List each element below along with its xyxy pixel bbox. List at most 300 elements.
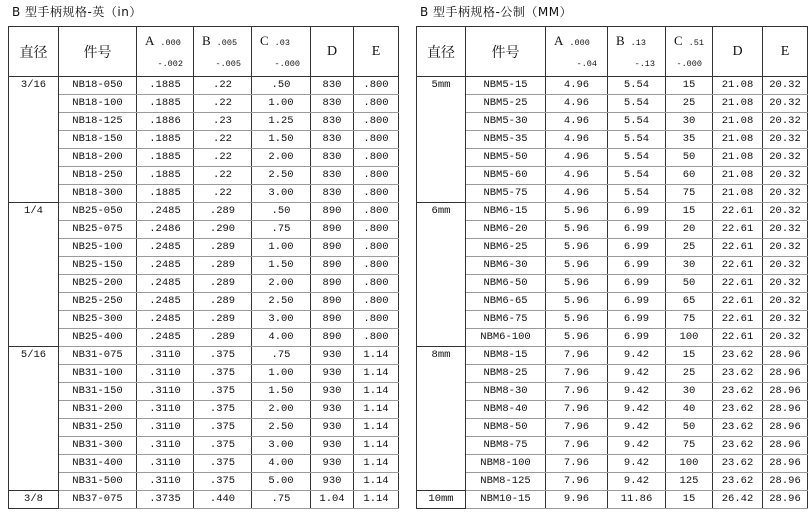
col-b-cell: 5.54 [608, 149, 666, 167]
part-number-cell: NB18-050 [59, 77, 137, 95]
col-c-cell: 75 [666, 437, 713, 455]
col-e-cell: 28.96 [763, 347, 808, 365]
diameter-cell: 3/16 [9, 77, 59, 203]
col-d-cell: 930 [311, 401, 354, 419]
col-a-upper-tolerance: .000 [569, 38, 590, 48]
col-a-cell: 7.96 [546, 455, 608, 473]
col-c-cell: 20 [666, 221, 713, 239]
col-e-cell: 1.14 [354, 401, 399, 419]
col-e-cell: .800 [354, 113, 399, 131]
col-c-cell: .50 [252, 77, 311, 95]
part-number-cell: NB25-150 [59, 257, 137, 275]
part-number-cell: NB18-150 [59, 131, 137, 149]
col-b-cell: 9.42 [608, 419, 666, 437]
col-b-cell: 9.42 [608, 437, 666, 455]
col-a-cell: .3735 [137, 491, 194, 509]
col-c-cell: 75 [666, 185, 713, 203]
part-number-cell: NBM6-75 [466, 311, 546, 329]
part-number-cell: NB18-200 [59, 149, 137, 167]
col-a-cell: .2485 [137, 239, 194, 257]
part-number-header: 件号 [466, 27, 546, 77]
col-b-cell: .22 [194, 149, 252, 167]
col-b-cell: .22 [194, 95, 252, 113]
col-c-cell: 40 [666, 401, 713, 419]
col-b-cell: .375 [194, 437, 252, 455]
col-d-cell: 21.08 [713, 167, 763, 185]
col-b-cell: .22 [194, 77, 252, 95]
col-e-cell: 28.96 [763, 473, 808, 491]
col-a-cell: .1885 [137, 185, 194, 203]
col-c-cell: 1.50 [252, 383, 311, 401]
col-b-cell: .375 [194, 419, 252, 437]
table-row [417, 185, 808, 203]
col-a-upper-tolerance: .000 [160, 38, 181, 48]
col-d-cell: 21.08 [713, 131, 763, 149]
col-b-cell: .375 [194, 473, 252, 491]
col-a-label: A [145, 33, 155, 48]
col-d-cell: 26.42 [713, 491, 763, 509]
col-d-cell: 930 [311, 383, 354, 401]
part-number-cell: NBM10-15 [466, 491, 546, 509]
col-e-cell: .800 [354, 95, 399, 113]
col-d-cell: 830 [311, 167, 354, 185]
col-e-cell: .800 [354, 257, 399, 275]
col-b-cell: 5.54 [608, 185, 666, 203]
col-e-cell: .800 [354, 239, 399, 257]
part-number-cell: NBM8-40 [466, 401, 546, 419]
col-c-cell: 2.50 [252, 167, 311, 185]
col-b-cell: 6.99 [608, 221, 666, 239]
table-row [9, 167, 399, 185]
col-d-cell: 830 [311, 113, 354, 131]
col-b-cell: 6.99 [608, 203, 666, 221]
table-row [9, 275, 399, 293]
table-row [417, 95, 808, 113]
col-a-cell: 7.96 [546, 383, 608, 401]
col-d-cell: 830 [311, 95, 354, 113]
col-e-cell: .800 [354, 203, 399, 221]
part-number-cell: NB31-400 [59, 455, 137, 473]
col-b-lower-tolerance: -.005 [215, 59, 241, 69]
col-b-cell: 9.42 [608, 365, 666, 383]
col-b-upper-tolerance: .13 [630, 38, 646, 48]
table-row [417, 149, 808, 167]
col-a-cell: 4.96 [546, 77, 608, 95]
col-c-cell: 4.00 [252, 455, 311, 473]
part-number-cell: NB25-300 [59, 311, 137, 329]
col-d-cell: 21.08 [713, 95, 763, 113]
table-row [417, 347, 808, 365]
col-a-cell: .1885 [137, 95, 194, 113]
table-row [9, 239, 399, 257]
col-e-cell: .800 [354, 167, 399, 185]
col-b-cell: 11.86 [608, 491, 666, 509]
part-number-cell: NBM5-15 [466, 77, 546, 95]
part-number-cell: NBM8-25 [466, 365, 546, 383]
col-d-cell: 23.62 [713, 401, 763, 419]
col-d-cell: 22.61 [713, 203, 763, 221]
part-number-cell: NB25-050 [59, 203, 137, 221]
col-a-cell: .1886 [137, 113, 194, 131]
part-number-cell: NBM6-20 [466, 221, 546, 239]
part-number-cell: NB31-500 [59, 473, 137, 491]
part-number-cell: NBM5-25 [466, 95, 546, 113]
col-e-cell: 20.32 [763, 131, 808, 149]
table-row [417, 401, 808, 419]
col-a-cell: .3110 [137, 419, 194, 437]
col-b-cell: 6.99 [608, 275, 666, 293]
col-d-cell: 23.62 [713, 473, 763, 491]
table-row [417, 473, 808, 491]
col-b-header [194, 27, 252, 77]
part-number-cell: NB25-400 [59, 329, 137, 347]
col-d-cell: 22.61 [713, 239, 763, 257]
table-row [9, 95, 399, 113]
col-a-cell: .2486 [137, 221, 194, 239]
col-c-upper-tolerance: .03 [274, 38, 290, 48]
col-c-cell: 100 [666, 329, 713, 347]
part-number-cell: NB18-300 [59, 185, 137, 203]
col-b-cell: .289 [194, 203, 252, 221]
col-e-cell: 28.96 [763, 437, 808, 455]
col-e-cell: 28.96 [763, 455, 808, 473]
col-b-cell: .440 [194, 491, 252, 509]
col-a-lower-tolerance: -.04 [576, 59, 597, 69]
col-a-cell: 4.96 [546, 167, 608, 185]
col-c-header [252, 27, 311, 77]
col-c-cell: 35 [666, 131, 713, 149]
header-row [417, 27, 808, 77]
col-c-cell: .75 [252, 491, 311, 509]
col-e-cell: .800 [354, 185, 399, 203]
table-row [417, 491, 808, 509]
col-d-cell: 890 [311, 203, 354, 221]
col-c-header [666, 27, 713, 77]
part-number-cell: NBM5-60 [466, 167, 546, 185]
table-row [417, 167, 808, 185]
col-e-cell: 28.96 [763, 365, 808, 383]
part-number-cell: NBM8-125 [466, 473, 546, 491]
table-row [9, 203, 399, 221]
col-e-cell: 20.32 [763, 329, 808, 347]
col-e-cell: 1.14 [354, 437, 399, 455]
col-c-cell: 60 [666, 167, 713, 185]
col-d-cell: 23.62 [713, 455, 763, 473]
imperial-spec-table [8, 26, 399, 509]
part-number-cell: NBM8-100 [466, 455, 546, 473]
part-number-cell: NB31-150 [59, 383, 137, 401]
col-d-cell: 22.61 [713, 329, 763, 347]
col-e-header: E [763, 27, 808, 77]
table-row [417, 383, 808, 401]
col-d-cell: 23.62 [713, 383, 763, 401]
col-a-cell: 7.96 [546, 419, 608, 437]
col-a-cell: .2485 [137, 257, 194, 275]
col-c-cell: 1.00 [252, 239, 311, 257]
table-row [9, 77, 399, 95]
col-e-cell: 1.14 [354, 455, 399, 473]
col-d-cell: 890 [311, 221, 354, 239]
col-e-header: E [354, 27, 399, 77]
col-c-cell: .75 [252, 347, 311, 365]
col-d-cell: 22.61 [713, 275, 763, 293]
col-c-cell: 30 [666, 383, 713, 401]
part-number-cell: NB31-200 [59, 401, 137, 419]
col-b-lower-tolerance: -.13 [634, 59, 655, 69]
col-b-cell: .22 [194, 167, 252, 185]
part-number-cell: NBM5-50 [466, 149, 546, 167]
col-c-cell: 5.00 [252, 473, 311, 491]
col-e-cell: 28.96 [763, 491, 808, 509]
header-row [9, 27, 399, 77]
col-d-cell: 890 [311, 275, 354, 293]
part-number-cell: NBM5-30 [466, 113, 546, 131]
col-a-cell: 5.96 [546, 239, 608, 257]
col-c-upper-tolerance: .51 [688, 38, 704, 48]
col-b-cell: 9.42 [608, 347, 666, 365]
table-row [417, 239, 808, 257]
part-number-cell: NBM5-35 [466, 131, 546, 149]
col-a-cell: .1885 [137, 131, 194, 149]
col-b-cell: .375 [194, 401, 252, 419]
col-c-cell: 2.50 [252, 419, 311, 437]
part-number-cell: NBM6-30 [466, 257, 546, 275]
part-number-cell: NBM6-15 [466, 203, 546, 221]
col-e-cell: 20.32 [763, 185, 808, 203]
table-row [9, 473, 399, 491]
col-e-cell: .800 [354, 329, 399, 347]
diameter-cell: 1/4 [9, 203, 59, 347]
col-a-label: A [554, 33, 564, 48]
col-b-cell: .22 [194, 185, 252, 203]
col-b-cell: .375 [194, 365, 252, 383]
col-e-cell: .800 [354, 293, 399, 311]
col-d-cell: 23.62 [713, 437, 763, 455]
col-a-cell: .3110 [137, 347, 194, 365]
col-e-cell: .800 [354, 149, 399, 167]
col-d-cell: 930 [311, 455, 354, 473]
part-number-cell: NBM8-15 [466, 347, 546, 365]
col-e-cell: 1.14 [354, 383, 399, 401]
col-e-cell: 28.96 [763, 383, 808, 401]
col-a-cell: 5.96 [546, 329, 608, 347]
table-row [9, 329, 399, 347]
col-a-cell: 5.96 [546, 311, 608, 329]
col-a-cell: 4.96 [546, 149, 608, 167]
col-d-cell: 930 [311, 347, 354, 365]
col-d-cell: 890 [311, 239, 354, 257]
col-c-cell: 1.50 [252, 131, 311, 149]
col-c-cell: .75 [252, 221, 311, 239]
col-c-cell: 3.00 [252, 437, 311, 455]
col-c-cell: 1.00 [252, 365, 311, 383]
part-number-header: 件号 [59, 27, 137, 77]
col-d-cell: 22.61 [713, 257, 763, 275]
col-e-cell: 28.96 [763, 419, 808, 437]
col-d-cell: 21.08 [713, 185, 763, 203]
col-d-cell: 890 [311, 257, 354, 275]
metric-spec-table [416, 26, 808, 509]
col-a-cell: .2485 [137, 203, 194, 221]
part-number-cell: NBM6-100 [466, 329, 546, 347]
col-a-cell: 5.96 [546, 221, 608, 239]
col-b-cell: .289 [194, 275, 252, 293]
col-c-cell: 3.00 [252, 311, 311, 329]
col-a-cell: .3110 [137, 473, 194, 491]
col-a-cell: 7.96 [546, 437, 608, 455]
col-d-cell: 890 [311, 293, 354, 311]
col-d-cell: 930 [311, 473, 354, 491]
col-c-label: C [674, 33, 683, 48]
table-row [9, 437, 399, 455]
col-b-cell: 6.99 [608, 293, 666, 311]
col-c-cell: 1.00 [252, 95, 311, 113]
col-c-cell: 3.00 [252, 185, 311, 203]
col-a-cell: .2485 [137, 329, 194, 347]
col-c-cell: .50 [252, 203, 311, 221]
part-number-cell: NB18-100 [59, 95, 137, 113]
metric-table-title: B 型手柄规格-公制（MM） [420, 5, 573, 19]
col-d-cell: 23.62 [713, 347, 763, 365]
col-c-lower-tolerance: -.000 [274, 59, 300, 69]
col-c-cell: 100 [666, 455, 713, 473]
table-row [9, 365, 399, 383]
col-d-cell: 23.62 [713, 419, 763, 437]
col-d-header: D [311, 27, 354, 77]
col-b-upper-tolerance: .005 [216, 38, 238, 48]
col-e-cell: .800 [354, 275, 399, 293]
col-a-cell: 7.96 [546, 347, 608, 365]
part-number-cell: NB31-300 [59, 437, 137, 455]
col-a-cell: 5.96 [546, 275, 608, 293]
col-a-cell: .2485 [137, 275, 194, 293]
table-row [417, 221, 808, 239]
col-c-cell: 50 [666, 149, 713, 167]
table-row [417, 203, 808, 221]
col-e-cell: 20.32 [763, 311, 808, 329]
table-row [9, 491, 399, 509]
col-e-cell: 1.14 [354, 473, 399, 491]
col-b-cell: 5.54 [608, 131, 666, 149]
col-a-lower-tolerance: -.002 [157, 59, 183, 69]
col-e-cell: .800 [354, 311, 399, 329]
col-c-cell: 30 [666, 113, 713, 131]
part-number-cell: NB25-075 [59, 221, 137, 239]
table-row [9, 257, 399, 275]
part-number-cell: NBM8-50 [466, 419, 546, 437]
table-row [417, 131, 808, 149]
table-row [417, 113, 808, 131]
col-d-cell: 21.08 [713, 149, 763, 167]
col-d-header: D [713, 27, 763, 77]
col-a-header [137, 27, 194, 77]
table-row [417, 419, 808, 437]
col-a-cell: 4.96 [546, 185, 608, 203]
col-b-cell: .289 [194, 311, 252, 329]
col-d-cell: 930 [311, 419, 354, 437]
part-number-cell: NB31-250 [59, 419, 137, 437]
diameter-cell: 5mm [417, 77, 466, 203]
part-number-cell: NB18-125 [59, 113, 137, 131]
col-e-cell: 20.32 [763, 239, 808, 257]
col-b-cell: 6.99 [608, 311, 666, 329]
diameter-cell: 6mm [417, 203, 466, 347]
col-c-cell: 1.25 [252, 113, 311, 131]
diameter-cell: 5/16 [9, 347, 59, 491]
imperial-table-title: B 型手柄规格-英（in） [12, 5, 142, 19]
table-row [9, 221, 399, 239]
table-row [417, 437, 808, 455]
col-e-cell: .800 [354, 77, 399, 95]
col-a-cell: .3110 [137, 437, 194, 455]
col-d-cell: 930 [311, 365, 354, 383]
col-a-cell: 4.96 [546, 131, 608, 149]
col-c-cell: 15 [666, 491, 713, 509]
part-number-cell: NBM8-75 [466, 437, 546, 455]
diameter-header: 直径 [417, 27, 466, 77]
col-e-cell: 20.32 [763, 293, 808, 311]
col-c-cell: 25 [666, 239, 713, 257]
col-e-cell: 20.32 [763, 95, 808, 113]
col-c-cell: 2.50 [252, 293, 311, 311]
table-row [9, 113, 399, 131]
table-row [417, 257, 808, 275]
col-d-cell: 21.08 [713, 113, 763, 131]
col-b-cell: .289 [194, 239, 252, 257]
col-a-cell: 5.96 [546, 293, 608, 311]
col-b-cell: 9.42 [608, 383, 666, 401]
col-c-cell: 125 [666, 473, 713, 491]
table-row [417, 293, 808, 311]
col-b-label: B [616, 33, 625, 48]
table-row [417, 275, 808, 293]
col-e-cell: 20.32 [763, 203, 808, 221]
col-e-cell: 20.32 [763, 257, 808, 275]
col-e-cell: 1.14 [354, 365, 399, 383]
col-d-cell: 890 [311, 311, 354, 329]
col-c-cell: 2.00 [252, 275, 311, 293]
part-number-cell: NB37-075 [59, 491, 137, 509]
col-a-cell: .3110 [137, 401, 194, 419]
col-b-cell: 5.54 [608, 167, 666, 185]
table-row [9, 347, 399, 365]
diameter-cell: 8mm [417, 347, 466, 491]
col-c-cell: 2.00 [252, 401, 311, 419]
col-a-cell: 5.96 [546, 203, 608, 221]
col-b-header [608, 27, 666, 77]
col-b-cell: .375 [194, 455, 252, 473]
table-row [9, 383, 399, 401]
col-c-cell: 75 [666, 311, 713, 329]
col-c-cell: 4.00 [252, 329, 311, 347]
col-b-cell: .23 [194, 113, 252, 131]
col-e-cell: 1.14 [354, 491, 399, 509]
col-a-cell: 4.96 [546, 113, 608, 131]
col-c-label: C [260, 33, 269, 48]
col-b-cell: .290 [194, 221, 252, 239]
col-b-cell: .375 [194, 347, 252, 365]
table-row [9, 149, 399, 167]
col-d-cell: 830 [311, 185, 354, 203]
col-a-cell: .2485 [137, 293, 194, 311]
col-b-cell: 6.99 [608, 239, 666, 257]
col-b-cell: .375 [194, 383, 252, 401]
col-e-cell: .800 [354, 131, 399, 149]
part-number-cell: NB31-100 [59, 365, 137, 383]
table-row [417, 77, 808, 95]
part-number-cell: NB18-250 [59, 167, 137, 185]
col-b-cell: 6.99 [608, 329, 666, 347]
